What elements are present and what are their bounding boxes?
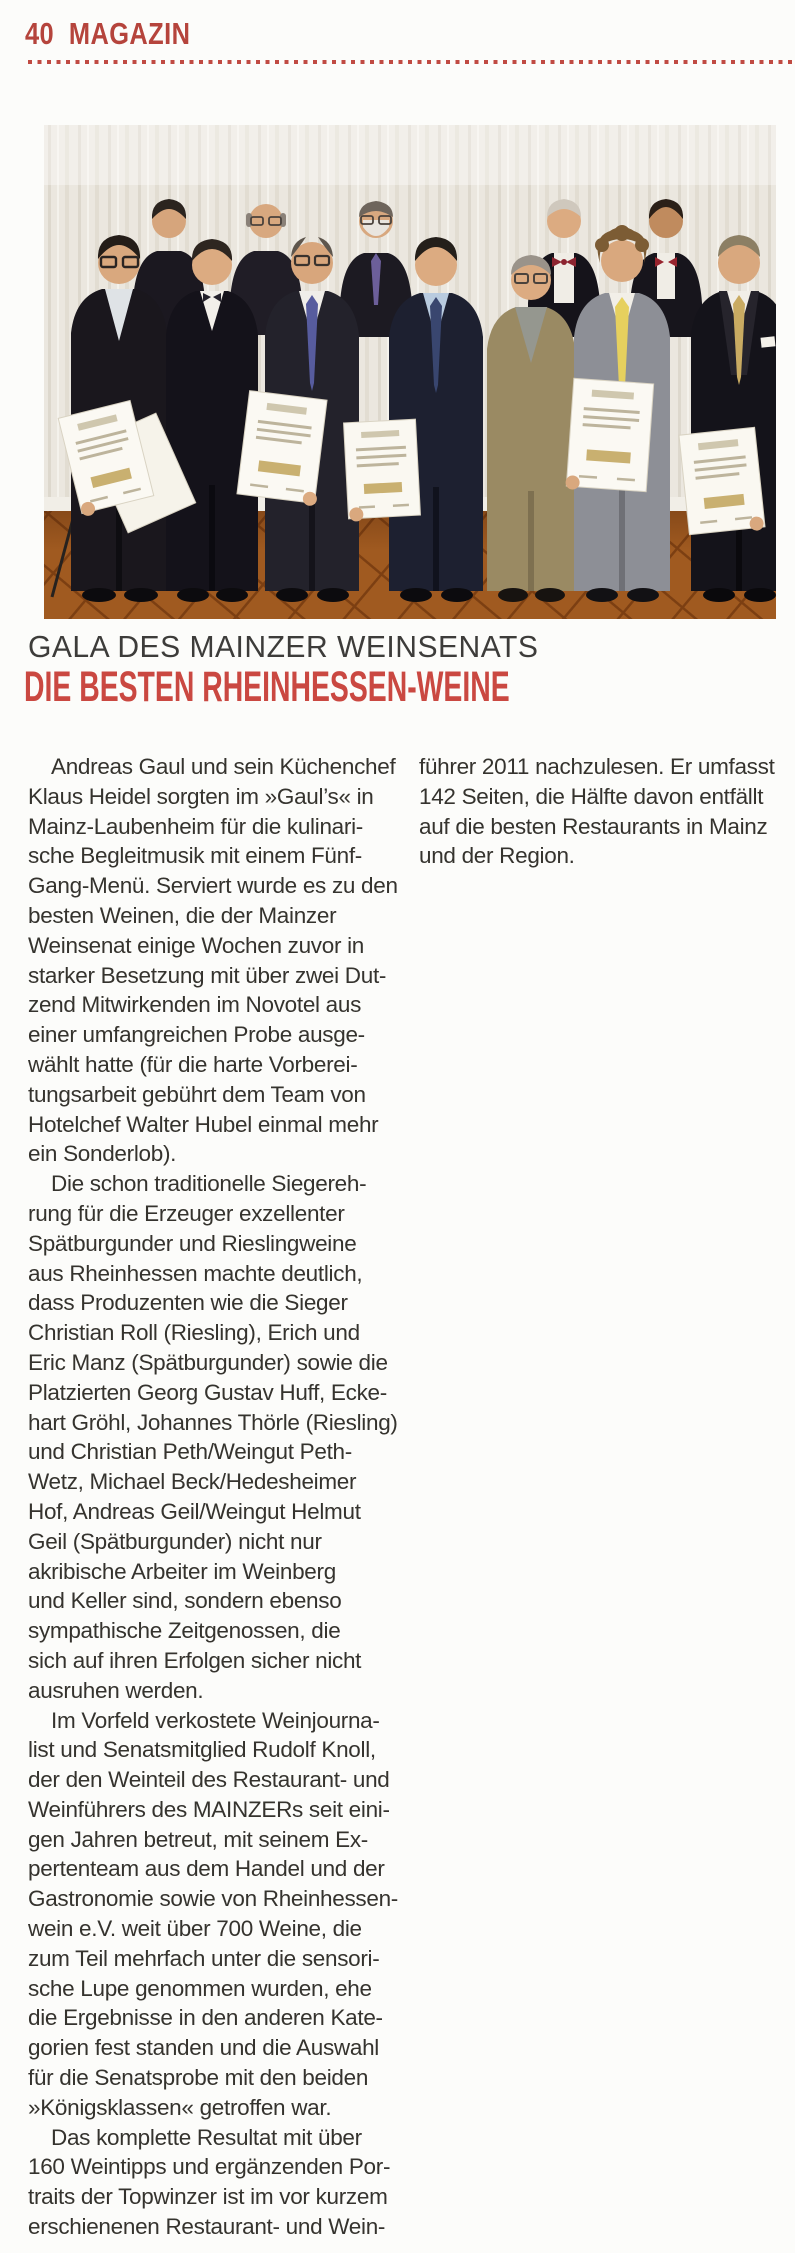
- body-text-line: Andreas Gaul und sein Küchenchef: [51, 754, 396, 779]
- certificate-3: [344, 419, 421, 522]
- body-text-line: akribische Arbeiter im Weinberg: [28, 1558, 336, 1584]
- body-text-line: Gang-Menü. Serviert wurde es zu den: [28, 873, 398, 899]
- body-text-line: 160 Weintipps und ergänzenden Por-: [28, 2154, 391, 2180]
- page-header: [25, 16, 190, 52]
- body-text-line: dass Produzenten wie die Sieger: [28, 1290, 348, 1316]
- body-text-line: sympathische Zeitgenossen, die: [28, 1618, 341, 1644]
- body-text-line: führer 2011 nachzulesen. Er umfasst: [419, 754, 775, 779]
- body-text-line: und der Region.: [419, 843, 575, 869]
- body-text-line: erschienenen Restaurant- und Wein-: [28, 2214, 386, 2240]
- body-text-line: sche Lupe genommen wurden, ehe: [28, 1975, 372, 2001]
- body-text-line: Weinführers des MAINZERs seit eini-: [28, 1796, 390, 1822]
- body-text-line: 142 Seiten, die Hälfte davon entfällt: [419, 783, 764, 809]
- body-text-line: traits der Topwinzer ist im vor kurzem: [28, 2184, 388, 2210]
- body-text-line: ein Sonderlob).: [28, 1141, 177, 1167]
- body-text-line: starker Besetzung mit über zwei Dut-: [28, 962, 387, 988]
- body-text-line: Hotelchef Walter Hubel einmal mehr: [28, 1111, 379, 1137]
- body-text-line: Weinsenat einige Wochen zuvor in: [28, 932, 365, 958]
- body-text-line: Im Vorfeld verkostete Weinjourna-: [51, 1707, 380, 1733]
- body-text-line: pertenteam aus dem Handel und der: [28, 1856, 385, 1882]
- body-text-line: zum Teil mehrfach unter die sensori-: [28, 1945, 380, 1971]
- body-text-line: die Ergebnisse in den anderen Kate-: [28, 2005, 383, 2031]
- body-text-line: besten Weinen, die der Mainzer: [28, 902, 337, 928]
- body-text-line: Die schon traditionelle Siegereh-: [51, 1171, 367, 1197]
- body-text-line: gen Jahren betreut, mit seinem Ex-: [28, 1826, 368, 1852]
- body-text-line: Platzierten Georg Gustav Huff, Ecke-: [28, 1379, 387, 1405]
- section-title: MAGAZIN: [68, 16, 191, 51]
- body-text-line: wählt hatte (für die harte Vorberei-: [28, 1051, 358, 1077]
- body-text-line: Eric Manz (Spätburgunder) sowie die: [28, 1349, 388, 1375]
- body-text-line: hart Gröhl, Johannes Thörle (Riesling): [28, 1409, 398, 1435]
- body-text-line: Gastronomie sowie von Rheinhessen-: [28, 1886, 398, 1912]
- article-headline: DIE BESTEN RHEINHESSEN-WEINE: [24, 663, 510, 711]
- body-text-line: Christian Roll (Riesling), Erich und: [28, 1320, 360, 1346]
- body-text-line: Hof, Andreas Geil/Weingut Helmut: [28, 1498, 361, 1524]
- body-text-line: tungsarbeit gebührt dem Team von: [28, 1081, 366, 1107]
- body-text-line: gorien fest standen und die Auswahl: [28, 2035, 380, 2061]
- body-text-line: sche Begleitmusik mit einem Fünf-: [28, 843, 362, 869]
- body-text-line: einer umfangreichen Probe ausge-: [28, 1022, 365, 1048]
- certificate-5: [679, 427, 765, 537]
- body-text-line: auf die besten Restaurants in Mainz: [419, 813, 768, 839]
- body-text-line: für die Senatsprobe mit den beiden: [28, 2065, 369, 2091]
- body-text-line: der den Weinteil des Restaurant- und: [28, 1767, 390, 1793]
- article-photo: [44, 125, 776, 619]
- body-column-right: [419, 752, 795, 871]
- body-text-line: aus Rheinhessen machte deutlich,: [28, 1260, 363, 1286]
- body-text-line: sich auf ihren Erfolgen sicher nicht: [28, 1647, 362, 1673]
- body-text-line: zend Mitwirkenden im Novotel aus: [28, 992, 362, 1018]
- group-photo-illustration: [44, 125, 776, 619]
- dotted-divider: [28, 60, 795, 64]
- body-text-line: Spätburgunder und Rieslingweine: [28, 1230, 357, 1256]
- certificate-2: [237, 391, 329, 507]
- body-text-line: Klaus Heidel sorgten im »Gaul’s« in: [28, 783, 374, 809]
- page-number: 40: [25, 16, 55, 51]
- body-column-left: [28, 752, 416, 2242]
- body-text-line: Mainz-Laubenheim für die kulinari-: [28, 813, 363, 839]
- body-text-line: ausruhen werden.: [28, 1677, 204, 1703]
- body-text-line: und Christian Peth/Weingut Peth-: [28, 1439, 352, 1465]
- body-text-line: wein e.V. weit über 700 Weine, die: [28, 1916, 362, 1942]
- certificate-4: [565, 378, 654, 494]
- body-text-line: und Keller sind, sondern ebenso: [28, 1588, 342, 1614]
- body-text-line: Das komplette Resultat mit über: [51, 2124, 362, 2150]
- body-text-line: rung für die Erzeuger exzellenter: [28, 1200, 345, 1226]
- body-text-line: »Königsklassen« getroffen war.: [28, 2094, 332, 2120]
- body-text-line: Wetz, Michael Beck/Hedesheimer: [28, 1469, 357, 1495]
- body-text-line: Geil (Spätburgunder) nicht nur: [28, 1528, 322, 1554]
- article-kicker: GALA DES MAINZER WEINSENATS: [28, 629, 539, 664]
- body-text-line: list und Senatsmitglied Rudolf Knoll,: [28, 1737, 376, 1763]
